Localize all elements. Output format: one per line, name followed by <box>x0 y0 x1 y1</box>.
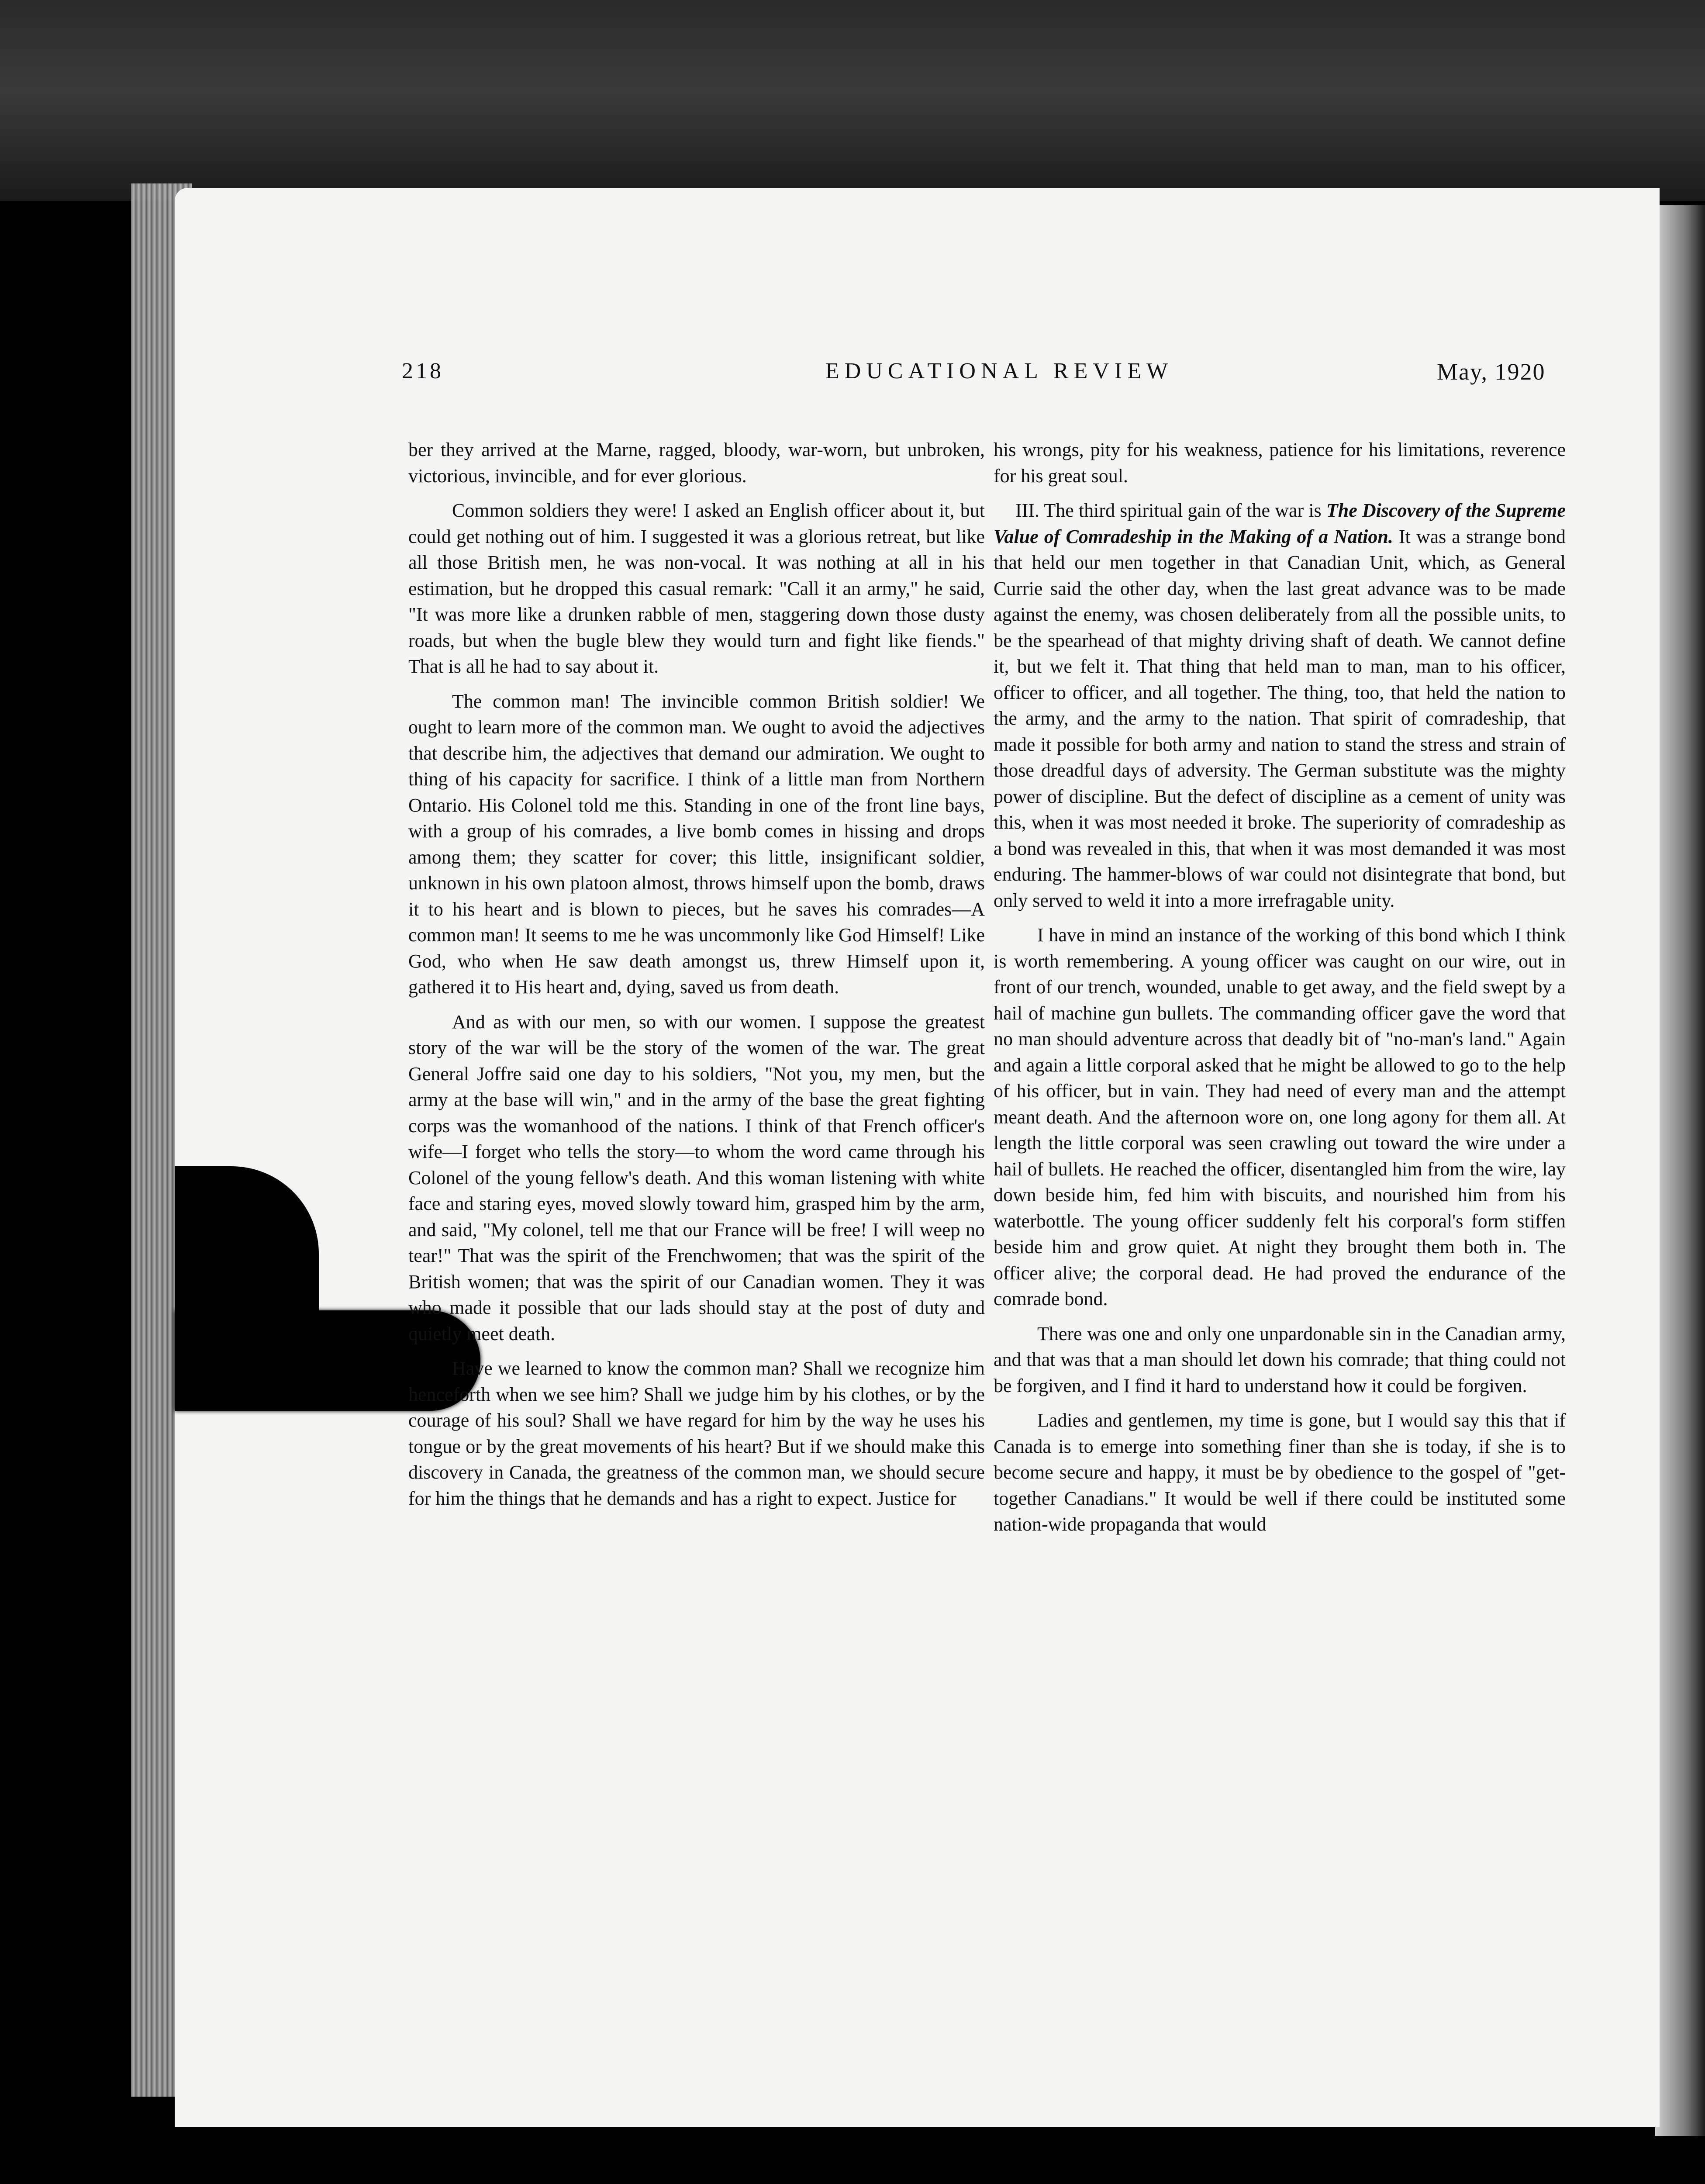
paragraph: The common man! The invincible common British soldier! We ought to learn more of the common man. We ought to avoid the adjectives that describe him, the adjectives that demand our admiration. We ought to thing of his capacity for sacrifice. I think of a little man from Northern Ontario. His Colonel told me this. Standing in one of the front line bays, with a group of his comrades, a live bomb comes in hissing and drops among them; they scatter for cover; this little, insignificant soldier, unknown in his own platoon almost, throws himself upon the bomb, draws it to his heart and is blown to pieces, but he saves his comrades—A common man! It seems to me he was uncommonly like God Himself! Like God, who when He saw death amongst us, threw Himself upon it, gathered it to His heart and, dying, saved us from death. <box>408 690 985 998</box>
left-text-column <box>408 437 985 1520</box>
scanner-background <box>0 0 1705 201</box>
section-body: It was a strange bond that held our men together in that Canadian Unit, which, as General Currie said the other day, when the last great advance was to be made against the enemy, was chosen deliberately from all the possible units, to be the spearhead of that mighty driving shaft of death. We cannot define it, but we felt it. That thing that held man to man, man to his officer, officer to officer, and all together. The thing, too, that held the nation to the army, and the army to the nation. That spirit of comradeship, that made it possible for both army and nation to stand the stress and strain of those dreadful days of adversity. The German substitute was the mighty power of discipline. But the defect of discipline as a cement of unity was this, when it was most needed it broke. The superiority of comradeship as a bond was revealed in this, that when it was most demanded it was most enduring. The hammer-blows of war could not disintegrate that bond, but only served to weld it into a more irrefragable unity. <box>994 525 1566 911</box>
section-title: The Discovery of the Supreme Value of Comradeship in the Making of a Nation. <box>994 500 1566 547</box>
section-lead: III. The third spiritual gain of the war is <box>1015 500 1326 521</box>
issue-date: May, 1920 <box>1437 359 1546 385</box>
page-number: 218 <box>402 359 444 384</box>
paragraph: I have in mind an instance of the working of this bond which I think is worth remembering. A young officer was caught on our wire, out in front of our trench, wounded, unable to get away, and the field swept by a hail of machine gun bullets. The commanding officer gave the word that no man should adventure across that deadly bit of "no-man's land." Again and again a little corporal asked that he might be allowed to go to the help of his officer, but in vain. They had need of every man and the attempt meant death. And the afternoon wore on, one long agony for them all. At length the little corporal was seen crawling out toward the wire under a hail of bullets. He reached the officer, disentangled him from the wire, lay down beside him, fed him with biscuits, and nourished him from his waterbottle. The young officer suddenly felt his corporal's form stiffen beside him and grow quiet. At night they brought them both in. The officer alive; the corporal dead. He had proved the endurance of the comrade bond. <box>994 924 1566 1310</box>
thumb-shadow <box>175 1166 319 1315</box>
paragraph: Common soldiers they were! I asked an English officer about it, but could get nothing out of him. I suggested it was a glorious retreat, but like all those British men, he was non-vocal. It was nothing at all in his estimation, but he dropped this casual remark: "Call it an army," he said, "It was more like a drunken rabble of men, staggering down those dusty roads, but when the bugle blew they would turn and fight like fiends." That is all he had to say about it. <box>408 500 985 677</box>
paragraph: Have we learned to know the common man? Shall we recognize him henceforth when we see him? Shall we judge him by his clothes, or by the courage of his soul? Shall we have regard for him by the way he uses his tongue or by the great movements of his heart? But if we should make this discovery in Canada, the greatness of the common man, we should secure for him the things that he demands and has a right to expect. Justice for <box>408 1358 985 1509</box>
paragraph: There was one and only one unpardonable sin in the Canadian army, and that was that a man should let down his comrade; that thing could not be forgiven, and I find it hard to understand how it could be forgiven. <box>994 1323 1566 1396</box>
section-paragraph <box>994 498 1566 913</box>
paragraph: his wrongs, pity for his weakness, patience for his limitations, reverence for his great soul. <box>994 439 1566 487</box>
running-title: EDUCATIONAL REVIEW <box>825 359 1173 384</box>
paragraph: ber they arrived at the Marne, ragged, bloody, war-worn, but unbroken, victorious, invincible, and for ever glorious. <box>408 439 985 487</box>
paragraph: And as with our men, so with our women. I suppose the greatest story of the war will be the story of the women of the war. The great General Joffre said one day to his soldiers, "Not you, my men, but the army at the base will win," and in the army of the base the great fighting corps was the womanhood of the nations. I think of that French officer's wife—I forget who tells the story—to whom the word came through his Colonel of the young fellow's death. And this woman listening with white face and staring eyes, moved slowly toward him, grasped him by the arm, and said, "My colonel, tell me that our France will be free! I will weep no tear!" That was the spirit of the Frenchwomen; that was the spirit of the British women; that was the spirit of our Canadian women. They it was who made it possible that our lads should stay at the post of duty and quietly meet death. <box>408 1011 985 1344</box>
paragraph: Ladies and gentlemen, my time is gone, but I would say this that if Canada is to emerge into something finer than she is today, if she is to become secure and happy, it must be by obedience to the gospel of "get-together Canadians." It would be well if there could be instituted some nation-wide propaganda that would <box>994 1410 1566 1535</box>
right-text-column <box>994 437 1566 1546</box>
facing-page-edge <box>1655 205 1705 2136</box>
